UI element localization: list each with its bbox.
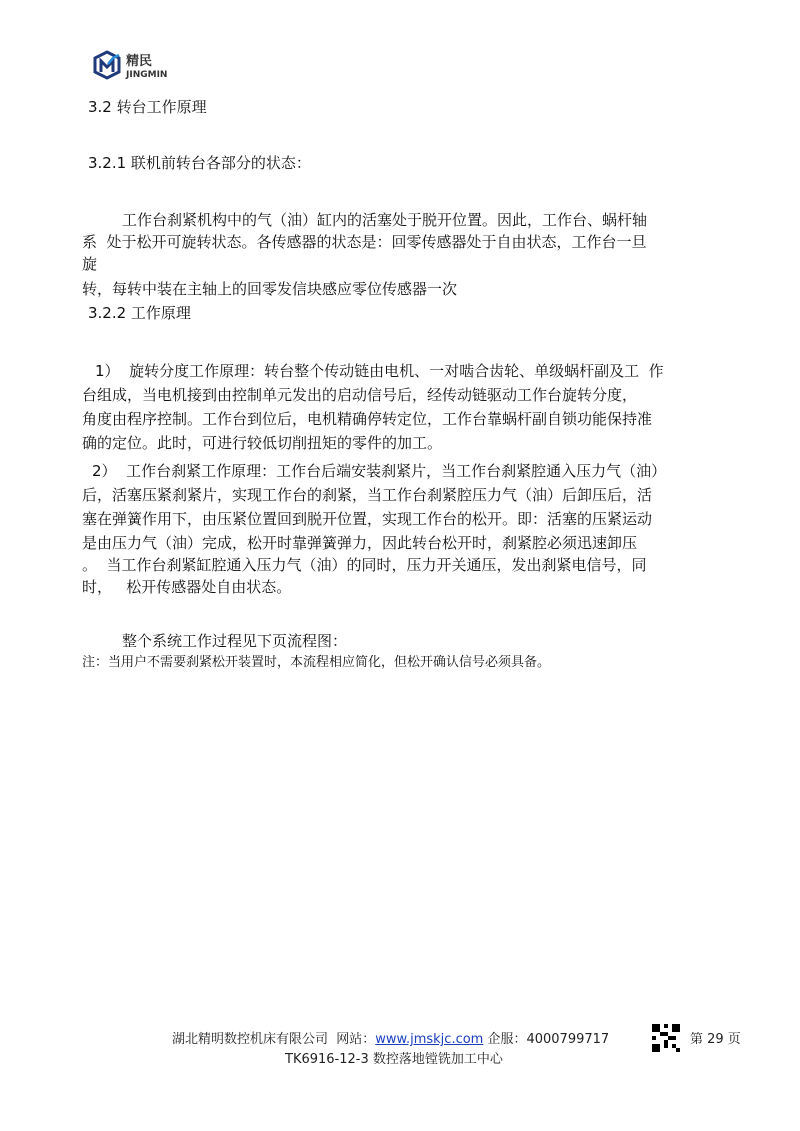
- note: 注：当用户不需要刹紧松开装置时，本流程相应简化，但松开确认信号必须具备。: [82, 655, 551, 670]
- paragraph-line: 塞在弹簧作用下，由压紧位置回到脱开位置，实现工作台的松开。即：活塞的压紧运动: [82, 510, 653, 528]
- website-link[interactable]: www.jmskjc.com: [375, 1032, 484, 1047]
- subsection-title: 3.2.1 联机前转台各部分的状态：: [88, 154, 311, 172]
- paragraph-line: 时， 松开传感器处自由状态。: [82, 578, 292, 596]
- svg-text:精民: 精民: [126, 54, 153, 69]
- page-number: 第 29 页: [690, 1032, 741, 1047]
- paragraph-line: 后，活塞压紧刹紧片，实现工作台的刹紧，当工作台刹紧腔压力气（油）后卸压后，活: [82, 486, 653, 504]
- paragraph-line: 。 当工作台刹紧缸腔通入压力气（油）的同时，压力开关通压，发出刹紧电信号，同: [82, 556, 647, 574]
- company-logo: [93, 50, 188, 80]
- paragraph-line: 台组成，当电机接到由控制单元发出的启动信号后，经传动链驱动工作台旋转分度，: [82, 386, 638, 404]
- subsection-title: 3.2.2 工作原理: [88, 304, 191, 322]
- footer-line: [172, 1028, 609, 1047]
- footer-service: 企服：4000799717: [483, 1032, 610, 1047]
- svg-text:JINGMIN: JINGMIN: [126, 70, 168, 80]
- paragraph-line: 2） 工作台刹紧工作原理：工作台后端安装刹紧片，当工作台刹紧腔通入压力气（油）: [92, 462, 667, 480]
- paragraph-line: 确的定位。此时，可进行较低切削扭矩的零件的加工。: [82, 434, 443, 452]
- footer-company: 湖北精明数控机床有限公司 网站：: [172, 1032, 376, 1047]
- paragraph-line: 工作台刹紧机构中的气（油）缸内的活塞处于脱开位置。因此，工作台、蜗杆轴: [122, 211, 648, 229]
- paragraph-line: 系 处于松开可旋转状态。各传感器的状态是：回零传感器处于自由状态，工作台一旦: [82, 233, 647, 251]
- qr-code: [652, 1024, 680, 1052]
- paragraph-line: 角度由程序控制。工作台到位后，电机精确停转定位，工作台靠蜗杆副自锁功能保持准: [82, 410, 653, 428]
- paragraph-line: 1） 旋转分度工作原理：转台整个传动链由电机、一对啮合齿轮、单级蜗杆副及工 作: [95, 362, 664, 380]
- flowchart-reference: 整个系统工作过程见下页流程图：: [122, 632, 348, 650]
- product-name: TK6916-12-3 数控落地镗铣加工中心: [285, 1052, 503, 1067]
- paragraph-line: 旋: [82, 255, 98, 273]
- paragraph-line: 是由压力气（油）完成，松开时靠弹簧弹力，因此转台松开时，刹紧腔必须迅速卸压: [82, 534, 638, 552]
- section-title: 3.2 转台工作原理: [88, 98, 207, 116]
- paragraph-line: 转，每转中装在主轴上的回零发信块感应零位传感器一次: [82, 280, 458, 298]
